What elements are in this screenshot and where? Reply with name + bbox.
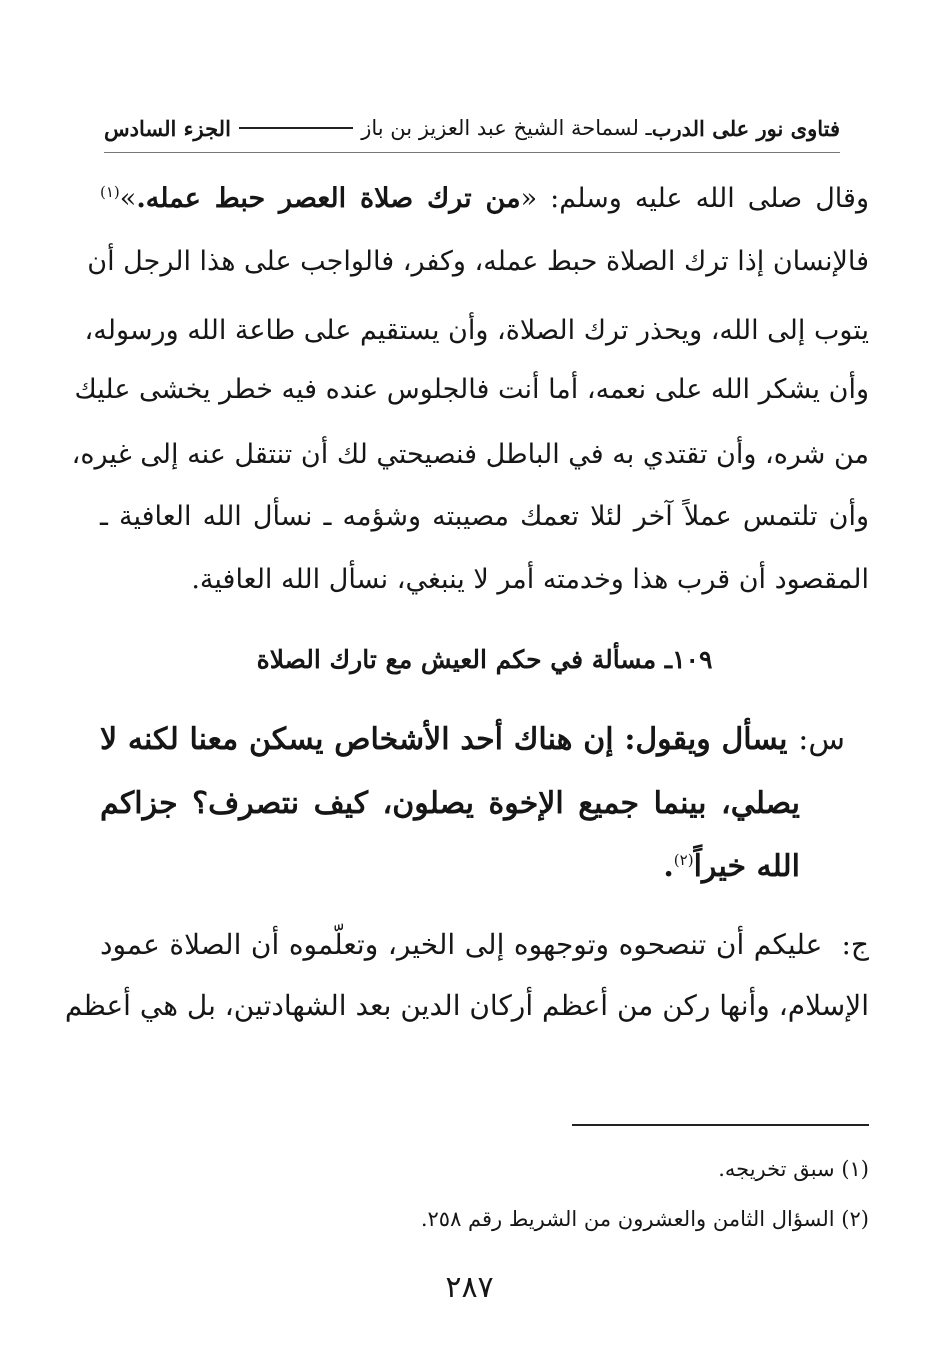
header-book-title: فتاوى نور على الدرب [651, 115, 840, 141]
footnote-ref-1: (١) [100, 183, 120, 201]
footnote-rule [572, 1124, 869, 1126]
paragraph-line: وأن يشكر الله على نعمه، أما أنت فالجلوس عنده فيه خطر يخشى عليك [74, 374, 869, 405]
paragraph-line: يتوب إلى الله، ويحذر ترك الصلاة، وأن يستقيم على طاعة الله ورسوله، [84, 315, 869, 346]
answer-text: عليكم أن تنصحوه وتوجهوه إلى الخير، وتعلّموه أن الصلاة عمود [100, 928, 823, 961]
footnote-1: (١) سبق تخريجه. [718, 1157, 869, 1181]
question-line: يصلي، بينما جميع الإخوة يصلون، كيف نتصرف؟ جزاكم [100, 786, 800, 821]
page-number: ٢٨٧ [445, 1270, 494, 1305]
paragraph-line: وأن تلتمس عملاً آخر لئلا تعمك مصيبته وشؤمه ـ نسأل الله العافية ـ [100, 501, 869, 532]
line-prefix: وقال صلى الله عليه وسلم: « [520, 183, 869, 214]
hadith-quote: من ترك صلاة العصر حبط عمله. [136, 183, 521, 214]
section-title: ١٠٩ـ مسألة في حكم العيش مع تارك الصلاة [256, 645, 713, 674]
paragraph-line: فالإنسان إذا ترك الصلاة حبط عمله، وكفر، فالواجب على هذا الرجل أن [87, 246, 869, 277]
footnote-2: (٢) السؤال الثامن والعشرون من الشريط رقم ٢٥٨. [420, 1207, 869, 1231]
question-label: س: [798, 722, 845, 757]
header-dash-line [239, 127, 353, 129]
header-rule [104, 152, 840, 153]
question-text: الله خيراً [693, 849, 800, 884]
footnote-ref-2: (٢) [673, 851, 694, 869]
header-volume: الجزء السادس [104, 115, 231, 141]
running-header [104, 108, 840, 148]
question-line [100, 838, 800, 889]
answer-label: ج: [841, 928, 869, 961]
answer-line: الإسلام، وأنها ركن من أعظم أركان الدين بعد الشهادتين، بل هي أعظم [64, 989, 869, 1022]
header-author: ـ لسماحة الشيخ عبد العزيز بن باز [361, 116, 652, 140]
line-quote-close: » [119, 183, 137, 214]
question-end: . [663, 849, 674, 884]
paragraph-line [100, 172, 869, 219]
paragraph-line: من شره، وأن تقتدي به في الباطل فنصيحتي لك أن تنتقل عنه إلى غيره، [71, 439, 869, 470]
question-text: يسأل ويقول: إن هناك أحد الأشخاص يسكن معنا لكنه لا [100, 722, 788, 757]
paragraph-line: المقصود أن قرب هذا وخدمته أمر لا ينبغي، نسأل الله العافية. [191, 564, 869, 595]
answer-line [100, 925, 869, 965]
question-line [100, 718, 845, 762]
